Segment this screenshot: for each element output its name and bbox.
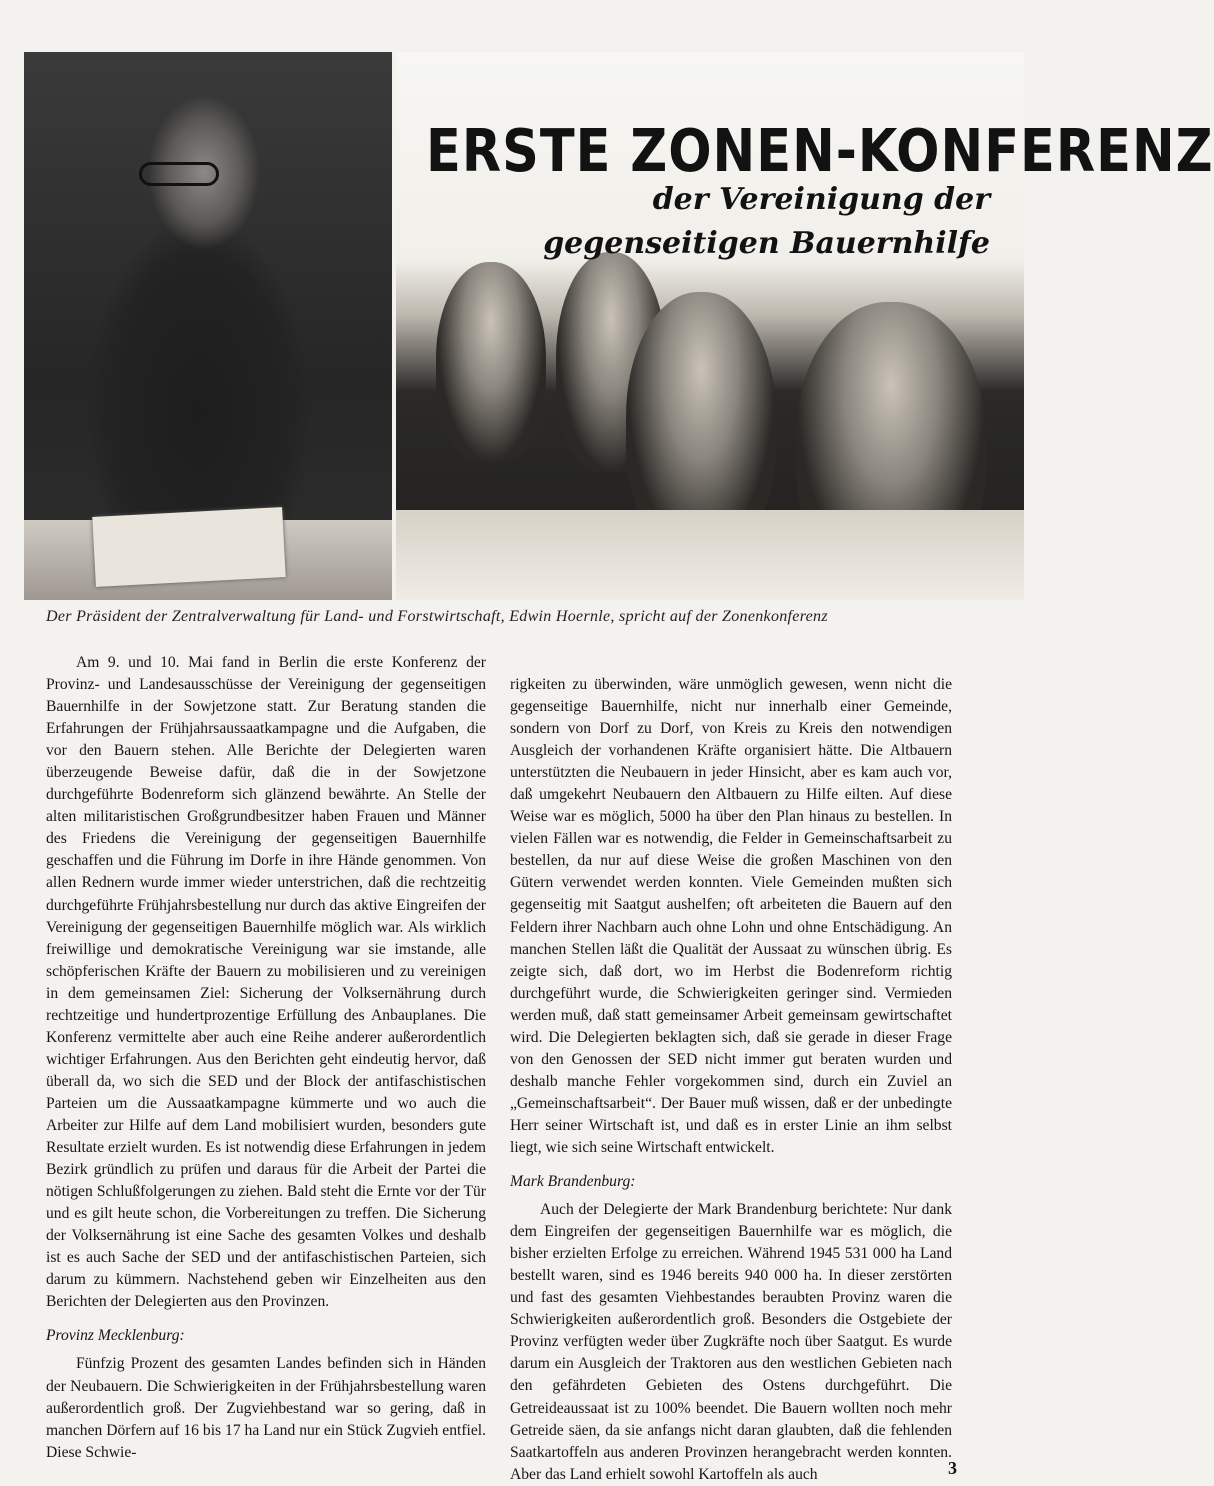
heading-brandenburg: Mark Brandenburg: (510, 1173, 636, 1191)
intro-paragraph: Am 9. und 10. Mai fand in Berlin die erste Konferenz der Provinz- und Landesausschüsse der Vereinigung der gegenseitigen Bauernhilfe in der Sowjetzone statt. Zur Beratung standen die Erfahrungen der Frühjahrsaussaatkampagne und die Aufgaben, die vor den Bauern stehen. Alle Berichte der Delegierten waren überzeugende Beweise dafür, daß die in der Sowjetzone durchgeführte Bodenreform sich glänzend bewährte. An Stelle der alten militaristischen Großgrundbesitzer haben Frauen und Männer des Friedens die Vereinigung der gegenseitigen Bauernhilfe geschaffen und die Führung im Dorfe in ihre Hände genommen. Von allen Rednern wurde immer wieder unterstrichen, daß die rechtzeitig durchgeführte Frühjahrsbestellung nur durch das aktive Eingreifen der Vereinigung der gegenseitigen Bauernhilfe möglich war. Als wirklich freiwillige und demokratische Vereinigung war sie imstande, alle schöpferischen Kräfte der Bauern zu mobilisieren und zu vereinigen in dem gemeinsamen Ziel: Sicherung der Volksernährung durch rechtzeitige und hundertprozentige Erfüllung des Anbauplanes. Die Konferenz vermittelte aber auch eine Reihe anderer außerordentlich wichtiger Erfahrungen. Aus den Berichten geht eindeutig hervor, daß überall da, wo sich die SED und der Block der antifaschistischen Parteien um die Aussaatkampagne kümmerte und wo auch die Arbeiter zur Hilfe auf dem Land mobilisiert wurden, besonders gute Resultate erzielt wurden. Es ist notwendig diese Erfahrungen in jedem Bezirk gründlich zu prüfen und daraus für die Arbeit der Partei die nötigen Schlußfolgerungen zu ziehen. Bald steht die Ernte vor der Tür und es gilt heute schon, die Vorbereitungen zu treffen. Die Sicherung der Volksernährung ist eine Sache des gesamten Volkes und deshalb ist es auch Sache der SED und der antifaschistischen Parteien, sich darum zu kümmern. Nachstehend geben wir Einzelheiten aus den Berichten der Delegierten aus den Provinzen. (46, 654, 486, 1311)
headline: ERSTE ZONEN-KONFERENZ (426, 118, 1214, 186)
brandenburg-paragraph: Auch der Delegierte der Mark Brandenburg berichtete: Nur dank dem Eingreifen der gegenseitigen Bauernhilfe war es möglich, die bisher erzielten Erfolge zu erreichen. Während 1945 531 000 ha Land bestellt waren, sind es 1946 bereits 940 000 ha. In dieser zerstörten und fast des gesamten Viehbestandes beraubten Provinz waren die Schwierigkeiten außerordentlich groß. Besonders die Ostgebiete der Provinz verfügten weder über Zugkräfte noch über Saatgut. Es wurde darum ein Ausgleich der Traktoren aus den westlichen Gebieten nach den gefährdeten Gebieten des Ostens durchgeführt. Die Getreideaussaat ist zu 100% beendet. Die Bauern wollten noch mehr Getreide säen, da sie anfangs nicht daran glaubten, daß die fehlenden Saatkartoffeln aus anderen Provinzen herangebracht werden konnten. Aber das Land erhielt sowohl Kartoffeln als auch (510, 1201, 952, 1483)
continuation-paragraph: rigkeiten zu überwinden, wäre unmöglich gewesen, wenn nicht die gegenseitige Bauernhilfe, nicht nur innerhalb einer Gemeinde, sondern von Dorf zu Dorf, von Kreis zu Kreis den notwendigen Ausgleich der vorhandenen Kräfte organisiert hätte. Die Altbauern unterstützten die Neubauern in jeder Hinsicht, aber es kam auch vor, daß umgekehrt Neubauern den Altbauern zu Hilfe eilten. Auf diese Weise war es möglich, 5000 ha über den Plan hinaus zu bestellen. In vielen Fällen war es notwendig, die Felder in Gemeinschaftsarbeit zu bestellen, da nur auf diese Weise die großen Maschinen von den Gütern verwendet werden konnten. Viele Gemeinden mußten sich gegenseitig mit Saatgut aushelfen; oft arbeiteten die Bauern auf den Feldern ihrer Nachbarn auch ohne Lohn und ohne Entschädigung. An manchen Stellen läßt die Qualität der Aussaat zu wünschen übrig. Es zeigte sich, daß dort, wo im Herbst die Bodenreform richtig durchgeführt wurde, die Schwierigkeiten geringer sind. Vermieden werden muß, daß statt gemeinsamer Arbeit gemeinsam gewirtschaftet wird. Die Delegierten beklagten sich, daß sie gerade in dieser Frage von den Genossen der SED nicht immer gut beraten wurden und deshalb manche Fehler vorgekommen sind, durch ein Zuviel an „Gemeinschaftsarbeit“. Der Bauer muß wissen, daß er der unbedingte Herr seiner Wirtschaft ist, und daß es in erster Linie an ihm selbst liegt, wie sich seine Wirtschaft entwickelt. (510, 676, 952, 1156)
right-column (510, 674, 952, 1486)
left-column (46, 652, 486, 1464)
speaker-photo (24, 52, 392, 600)
table-shape (396, 510, 1024, 600)
papers-shape (92, 507, 285, 587)
subheadline: der Vereinigung der gegenseitigen Bauernhilfe (543, 182, 990, 261)
photo-caption: Der Präsident der Zentralverwaltung für Land- und Forstwirtschaft, Edwin Hoernle, spricht auf der Zonenkonferenz (46, 608, 828, 625)
page-number: 3 (948, 1458, 957, 1478)
glasses-shape (139, 162, 219, 186)
heading-mecklenburg: Provinz Mecklenburg: (46, 1327, 185, 1345)
person-1 (436, 262, 546, 462)
mecklenburg-paragraph: Fünfzig Prozent des gesamten Landes befinden sich in Händen der Neubauern. Die Schwierigkeiten in der Frühjahrsbestellung waren außerordentlich groß. Der Zugviehbestand war so gering, daß in manchen Dörfern auf 16 bis 17 ha Land nur ein Stück Zugvieh entfiel. Diese Schwie- (46, 1355, 486, 1461)
